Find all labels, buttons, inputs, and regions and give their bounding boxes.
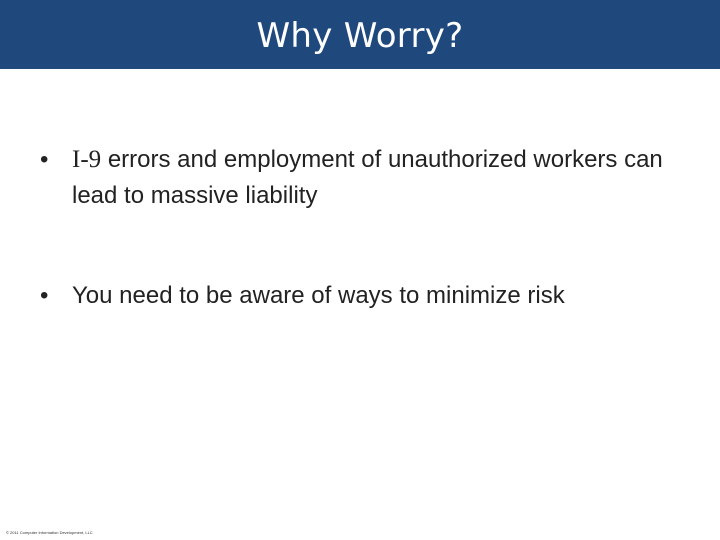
bullet-icon: • [40,146,49,173]
bullet-item [40,142,700,214]
slide-title: Why Worry? [256,15,464,56]
bullet-body: You need to be aware of ways to minimize risk [72,282,565,309]
bullet-text [72,278,700,314]
copyright-footer: © 2011 Computer Information Development, LLC [6,530,93,535]
bullet-item [40,278,700,314]
bullet-list [40,142,700,314]
title-bar [0,0,720,69]
bullet-body: errors and employment of unauthorized workers can lead to massive liability [72,146,663,209]
bullet-prefix: I-9 [72,146,102,173]
bullet-icon: • [40,282,49,309]
bullet-text [72,142,700,214]
